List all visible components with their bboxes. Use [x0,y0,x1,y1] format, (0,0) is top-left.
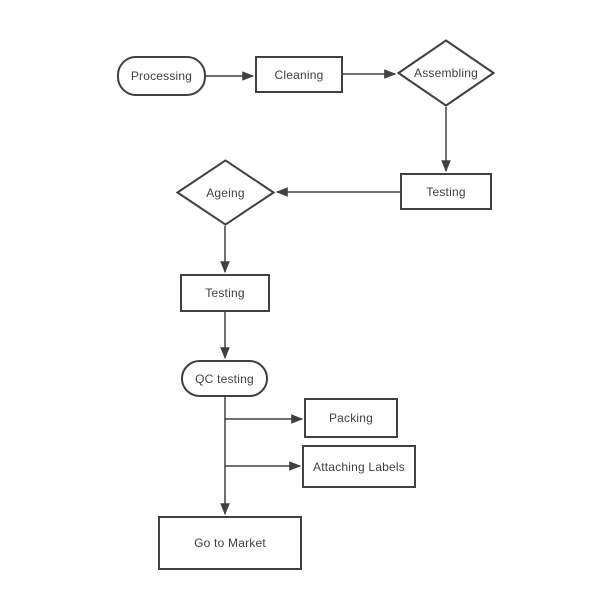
node-packing [304,398,398,438]
node-qc-testing [181,360,268,397]
node-processing [117,56,206,96]
node-cleaning-label: Cleaning [274,67,324,82]
node-go-to-market [158,516,302,570]
node-ageing [176,159,275,226]
node-processing-label: Processing [130,69,193,83]
node-testing-mid [180,274,270,312]
node-assembling [397,39,495,107]
node-testing-top [400,173,492,210]
node-testing-mid-label: Testing [205,286,245,300]
node-testing-top-label: Testing [426,184,466,199]
node-cleaning [255,56,343,93]
node-qc-testing-label: QC testing [195,371,254,386]
node-go-to-market-label: Go to Market [194,536,266,550]
node-attaching-labels-label: Attaching Labels [313,459,405,474]
node-attaching-labels [302,445,416,488]
node-ageing-label: Ageing [206,185,245,200]
node-assembling-label: Assembling [413,66,479,80]
node-packing-label: Packing [328,411,374,425]
